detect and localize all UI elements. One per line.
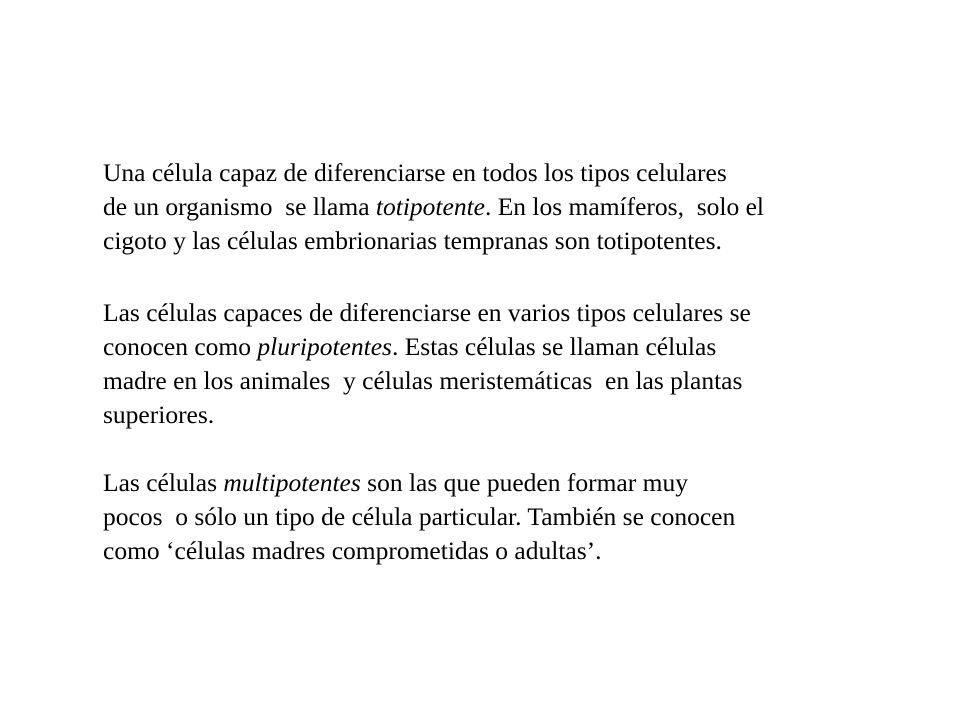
term-pluripotentes: pluripotentes	[257, 332, 392, 361]
text-line	[103, 190, 933, 224]
text-run: como ‘células madres comprometidas o adultas’.	[103, 536, 602, 565]
text-run: pocos o sólo un tipo de célula particular. También se conocen	[103, 502, 736, 531]
text-line	[103, 500, 933, 534]
text-run: son las que pueden formar muy	[360, 468, 688, 497]
text-run: superiores.	[103, 400, 215, 429]
text-run: conocen como	[103, 332, 258, 361]
text-run: Una célula capaz de diferenciarse en todos los tipos celulares	[103, 158, 727, 187]
paragraph-multipotent	[103, 466, 933, 568]
text-run: de un organismo se llama	[103, 192, 376, 221]
text-run: Las células capaces de diferenciarse en varios tipos celulares se	[103, 298, 751, 327]
text-run: . En los mamíferos, solo el	[484, 192, 765, 221]
text-run: cigoto y las células embrionarias tempranas son totipotentes.	[103, 226, 722, 255]
text-line	[103, 156, 933, 190]
paragraph-totipotent	[103, 156, 933, 258]
text-run: Las células	[103, 468, 224, 497]
text-line	[103, 398, 933, 432]
text-line	[103, 224, 933, 258]
text-run: . Estas células se llaman células	[391, 332, 717, 361]
text-line	[103, 534, 933, 568]
text-line	[103, 364, 933, 398]
term-totipotente: totipotente	[375, 192, 485, 221]
term-multipotentes: multipotentes	[223, 468, 361, 497]
paragraph-pluripotent	[103, 296, 933, 432]
text-line	[103, 330, 933, 364]
text-line	[103, 466, 933, 500]
text-run: madre en los animales y células meristemáticas en las plantas	[103, 366, 743, 395]
text-line	[103, 296, 933, 330]
